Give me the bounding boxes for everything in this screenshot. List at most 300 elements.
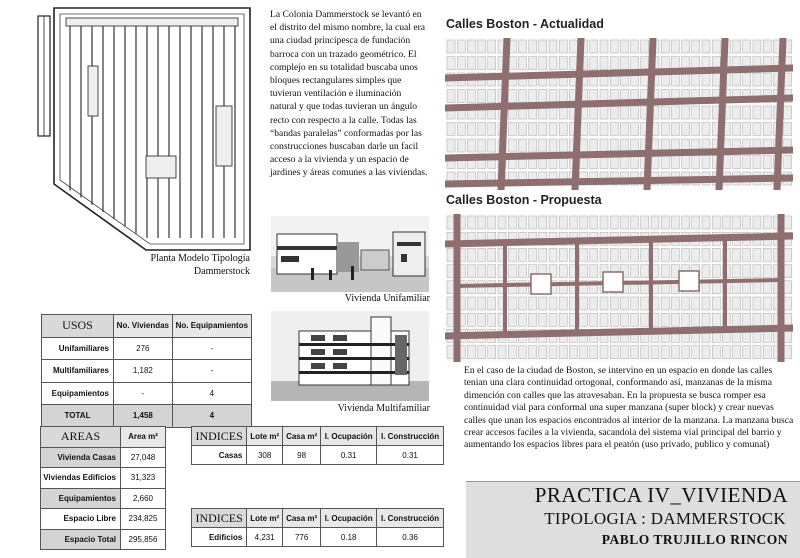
building — [600, 57, 608, 70]
construccion-header: I. Construcción — [377, 509, 444, 528]
row-label: Viviendas Edificios — [41, 468, 121, 489]
building — [651, 216, 659, 229]
building — [620, 216, 628, 229]
building — [712, 40, 720, 53]
building — [702, 248, 710, 261]
ocupacion-header: I. Ocupación — [321, 509, 377, 528]
cell: 776 — [283, 528, 321, 547]
building — [661, 346, 669, 359]
building — [467, 57, 475, 70]
lote-header: Lote m² — [247, 509, 283, 528]
title-author: PABLO TRUJILLO RINCON — [601, 532, 788, 547]
building — [549, 40, 557, 53]
building — [671, 57, 679, 70]
building — [722, 216, 730, 229]
building — [743, 156, 751, 169]
building — [682, 123, 690, 136]
building — [671, 40, 679, 53]
building — [743, 216, 751, 229]
building — [631, 106, 639, 119]
plan-caption — [120, 252, 250, 278]
dammerstock-site-plan — [36, 6, 256, 251]
cell: 0.31 — [321, 446, 377, 465]
building — [518, 57, 526, 70]
building — [671, 156, 679, 169]
building — [733, 106, 741, 119]
building — [784, 106, 792, 119]
building — [702, 297, 710, 310]
building — [518, 297, 526, 310]
building — [763, 297, 771, 310]
boston-paragraph: En el caso de la ciudad de Boston, se intervino en un espacio en donde las calles tenian una clara continuidad ortogonal, conformando así, manzanas de la misma dimención con calles que las atravesaban. En la propuesta se busca romper esa continuidad vial para conformal una super manzana (super block) y crear nuevas calles que unan los espacios encontrados al interior de la manzana. La manzana busca crear accesos faciles a la vivienda, sacandola del sistema vial principal del barrio y aumentando los espacios libres para el peatón (uso privado, publico y comunal) — [464, 365, 794, 451]
building — [784, 313, 792, 326]
building — [559, 248, 567, 261]
building — [692, 346, 700, 359]
building — [702, 346, 710, 359]
building — [702, 216, 710, 229]
building — [641, 57, 649, 70]
photo2-caption: Vivienda Multifamiliar — [337, 403, 430, 414]
building — [600, 216, 608, 229]
building — [559, 216, 567, 229]
building — [569, 216, 577, 229]
building — [743, 123, 751, 136]
cell: 1,182 — [114, 360, 173, 383]
building — [529, 216, 537, 229]
building — [600, 123, 608, 136]
building — [518, 90, 526, 103]
building — [559, 57, 567, 70]
building — [753, 40, 761, 53]
building — [631, 156, 639, 169]
building — [529, 313, 537, 326]
table-row — [41, 509, 166, 530]
building — [722, 346, 730, 359]
building — [488, 90, 496, 103]
building — [478, 57, 486, 70]
building — [488, 123, 496, 136]
building — [661, 297, 669, 310]
building — [753, 297, 761, 310]
building — [620, 40, 628, 53]
building — [447, 57, 455, 70]
building — [702, 313, 710, 326]
building — [590, 248, 598, 261]
plaza — [603, 272, 623, 292]
building — [784, 346, 792, 359]
building — [580, 313, 588, 326]
building — [661, 106, 669, 119]
building — [590, 57, 598, 70]
building — [610, 297, 618, 310]
building — [753, 313, 761, 326]
building — [702, 265, 710, 278]
building — [600, 106, 608, 119]
cell: 0.18 — [321, 528, 377, 547]
building — [702, 106, 710, 119]
building — [641, 248, 649, 261]
building — [661, 123, 669, 136]
building — [631, 346, 639, 359]
building — [610, 123, 618, 136]
building — [784, 297, 792, 310]
block — [88, 66, 98, 116]
building — [539, 40, 547, 53]
photo1-caption: Vivienda Unifamiliar — [344, 293, 430, 304]
building — [620, 297, 628, 310]
block — [216, 106, 232, 166]
indices-header: INDICES — [192, 509, 247, 528]
building — [671, 297, 679, 310]
building — [671, 265, 679, 278]
building — [518, 248, 526, 261]
building — [447, 90, 455, 103]
building — [549, 123, 557, 136]
building — [478, 313, 486, 326]
building — [631, 216, 639, 229]
building — [763, 346, 771, 359]
building — [620, 346, 628, 359]
building — [529, 123, 537, 136]
building — [733, 73, 741, 86]
building — [488, 248, 496, 261]
building — [467, 265, 475, 278]
title-sub: TIPOLOGIA : DAMMERSTOCK — [544, 509, 786, 528]
building — [753, 73, 761, 86]
building — [457, 123, 465, 136]
building — [508, 313, 516, 326]
building — [733, 346, 741, 359]
plan-caption-line1: Planta Modelo Tipología — [150, 253, 250, 264]
building — [763, 40, 771, 53]
cell: 98 — [283, 446, 321, 465]
building — [763, 265, 771, 278]
building — [467, 297, 475, 310]
building — [671, 248, 679, 261]
area-m2-header: Area m² — [121, 427, 166, 448]
building — [641, 216, 649, 229]
casa-header: Casa m² — [283, 509, 321, 528]
building — [478, 216, 486, 229]
intro-paragraph: La Colonia Dammerstock se levantó en el distrito del mismo nombre, la cual era una ciudad principesca de fundación barroca con un trazado geométrico. El complejo en su totalidad buscaba unos bloques rectangulares simples que tuvieran ventilación e iluminación natural y que todas tuvieran un ángulo recto con respecto a la calle. Todas las “bandas paralelas” conformadas por las construcciones buscaban darle un facil acceso a la vivienda y un espacio de jardines y áreas comunes a las viviendas. — [270, 9, 428, 179]
boston-current-map — [445, 38, 793, 190]
building — [620, 156, 628, 169]
building — [529, 248, 537, 261]
building — [539, 248, 547, 261]
building — [488, 297, 496, 310]
cell: 308 — [247, 446, 283, 465]
building — [467, 248, 475, 261]
building — [559, 90, 567, 103]
building — [600, 139, 608, 152]
building — [478, 248, 486, 261]
cell: 4 — [172, 382, 251, 405]
single-family-house-photo — [271, 216, 429, 292]
building — [641, 297, 649, 310]
building — [518, 216, 526, 229]
total-equipamientos: 4 — [172, 405, 251, 428]
building — [559, 265, 567, 278]
building — [671, 106, 679, 119]
building — [467, 216, 475, 229]
building — [692, 40, 700, 53]
building — [467, 90, 475, 103]
building — [549, 248, 557, 261]
building — [508, 297, 516, 310]
building — [682, 106, 690, 119]
building — [692, 73, 700, 86]
building — [539, 123, 547, 136]
total-label: TOTAL — [42, 405, 114, 428]
building — [559, 40, 567, 53]
cell: - — [172, 360, 251, 383]
building — [529, 57, 537, 70]
building — [682, 73, 690, 86]
building — [580, 346, 588, 359]
building — [569, 346, 577, 359]
building — [549, 90, 557, 103]
building — [457, 90, 465, 103]
cell: 234,825 — [121, 509, 166, 530]
row-label: Equipamientos — [41, 488, 121, 509]
building — [661, 265, 669, 278]
building — [488, 346, 496, 359]
building — [539, 57, 547, 70]
total-viviendas: 1,458 — [114, 405, 173, 428]
building — [641, 346, 649, 359]
building — [743, 248, 751, 261]
row-label: Vivienda Casas — [41, 447, 121, 468]
cell: 276 — [114, 337, 173, 360]
building — [467, 139, 475, 152]
building — [661, 313, 669, 326]
building — [559, 297, 567, 310]
building — [671, 346, 679, 359]
building — [743, 281, 751, 294]
building — [743, 313, 751, 326]
table-row — [192, 446, 444, 465]
building — [763, 123, 771, 136]
building — [682, 297, 690, 310]
building — [508, 248, 516, 261]
north-block — [66, 18, 238, 26]
building — [539, 297, 547, 310]
building — [733, 265, 741, 278]
building — [580, 265, 588, 278]
building — [682, 346, 690, 359]
building — [692, 297, 700, 310]
building — [753, 123, 761, 136]
building — [549, 313, 557, 326]
total-row — [42, 405, 252, 428]
table-row — [41, 488, 166, 509]
equipamientos-header: No. Equipamientos — [172, 315, 251, 338]
boston-current-title: Calles Boston - Actualidad — [446, 17, 604, 31]
building — [712, 297, 720, 310]
building — [529, 139, 537, 152]
block — [146, 156, 176, 178]
building — [620, 57, 628, 70]
plaza — [679, 271, 699, 291]
building — [478, 123, 486, 136]
building — [692, 313, 700, 326]
building — [763, 216, 771, 229]
building — [569, 57, 577, 70]
building — [508, 139, 516, 152]
table-row — [192, 528, 444, 547]
building — [743, 346, 751, 359]
building — [641, 265, 649, 278]
building — [682, 156, 690, 169]
building — [569, 40, 577, 53]
building — [763, 106, 771, 119]
building — [539, 346, 547, 359]
table-row — [41, 468, 166, 489]
building — [733, 156, 741, 169]
building — [631, 265, 639, 278]
building — [488, 265, 496, 278]
cell: 295,856 — [121, 529, 166, 550]
building — [753, 106, 761, 119]
building — [478, 139, 486, 152]
building — [610, 57, 618, 70]
cell: 27,048 — [121, 447, 166, 468]
building — [529, 346, 537, 359]
building — [753, 265, 761, 278]
building — [702, 156, 710, 169]
building — [631, 297, 639, 310]
building — [620, 106, 628, 119]
building — [590, 139, 598, 152]
building — [702, 73, 710, 86]
building — [610, 40, 618, 53]
building — [620, 139, 628, 152]
row-label: Unifamiliares — [42, 337, 114, 360]
building — [580, 139, 588, 152]
building — [559, 139, 567, 152]
building — [753, 156, 761, 169]
cell: 0.36 — [377, 528, 444, 547]
building — [457, 139, 465, 152]
usos-table — [41, 314, 252, 428]
building — [631, 248, 639, 261]
building — [743, 40, 751, 53]
building — [600, 297, 608, 310]
building — [539, 139, 547, 152]
plaza — [531, 274, 551, 294]
building — [467, 123, 475, 136]
building — [631, 57, 639, 70]
building — [559, 346, 567, 359]
building — [447, 123, 455, 136]
building — [610, 139, 618, 152]
building — [529, 90, 537, 103]
building — [784, 281, 792, 294]
lote-header: Lote m² — [247, 427, 283, 446]
building — [712, 346, 720, 359]
building — [518, 313, 526, 326]
building — [549, 297, 557, 310]
building — [692, 216, 700, 229]
building — [784, 216, 792, 229]
boston-proposal-title: Calles Boston - Propuesta — [446, 193, 602, 207]
cell: 0.31 — [377, 446, 444, 465]
building — [600, 248, 608, 261]
building — [712, 73, 720, 86]
building — [692, 106, 700, 119]
building — [661, 248, 669, 261]
building — [590, 313, 598, 326]
building — [631, 139, 639, 152]
building — [590, 297, 598, 310]
building — [488, 313, 496, 326]
building — [661, 216, 669, 229]
building — [508, 281, 516, 294]
building — [467, 313, 475, 326]
building — [753, 346, 761, 359]
building — [784, 265, 792, 278]
indices-edificios-table — [191, 508, 444, 547]
building — [702, 123, 710, 136]
building — [733, 123, 741, 136]
building — [763, 73, 771, 86]
building — [447, 40, 455, 53]
building — [457, 57, 465, 70]
building — [620, 248, 628, 261]
building — [743, 106, 751, 119]
table-row — [41, 447, 166, 468]
viviendas-header: No. Viviendas — [114, 315, 173, 338]
building — [518, 123, 526, 136]
title-main: PRACTICA IV_VIVIENDA — [534, 483, 788, 507]
building — [631, 313, 639, 326]
title-block — [466, 481, 800, 558]
building — [590, 123, 598, 136]
building — [590, 40, 598, 53]
building — [549, 216, 557, 229]
table-row — [42, 360, 252, 383]
building — [702, 40, 710, 53]
building — [763, 248, 771, 261]
building — [467, 40, 475, 53]
building — [600, 40, 608, 53]
building — [784, 248, 792, 261]
cell: 2,660 — [121, 488, 166, 509]
building — [733, 297, 741, 310]
building — [508, 265, 516, 278]
usos-header: USOS — [42, 315, 114, 338]
row-label: Espacio Libre — [41, 509, 121, 530]
casa-header: Casa m² — [283, 427, 321, 446]
building — [631, 123, 639, 136]
table-row — [42, 382, 252, 405]
building — [478, 90, 486, 103]
boston-proposal-map — [445, 214, 793, 362]
building — [641, 40, 649, 53]
building — [488, 216, 496, 229]
building — [478, 297, 486, 310]
row-label: Espacio Total — [41, 529, 121, 550]
row-label: Equipamientos — [42, 382, 114, 405]
building — [508, 90, 516, 103]
building — [692, 248, 700, 261]
building — [539, 90, 547, 103]
building — [661, 57, 669, 70]
building — [753, 216, 761, 229]
building — [529, 40, 537, 53]
building — [529, 297, 537, 310]
building — [539, 313, 547, 326]
